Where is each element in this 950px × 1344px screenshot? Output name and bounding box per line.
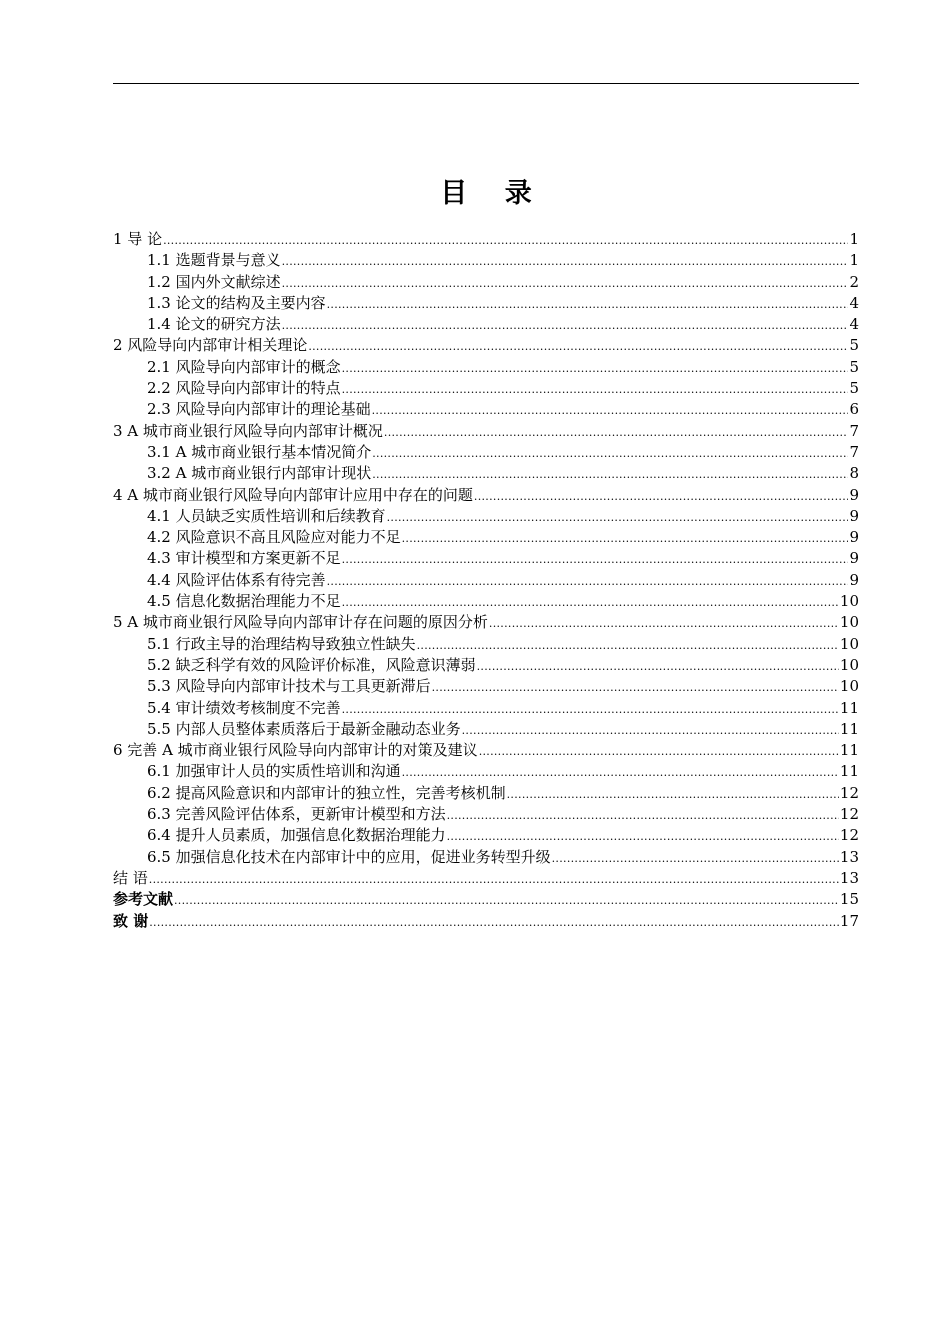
toc-entry[interactable]: [113, 591, 859, 612]
toc-dot-leader: [462, 720, 839, 741]
toc-entry-page: 10: [839, 634, 859, 653]
toc-entry-page: 12: [839, 805, 859, 824]
toc-entry-page: 10: [839, 655, 859, 674]
toc-entry[interactable]: [113, 868, 859, 889]
toc-entry-title: 4.3 审计模型和方案更新不足: [147, 549, 341, 568]
toc-entry[interactable]: [113, 527, 859, 548]
toc-dot-leader: [282, 251, 849, 272]
toc-entry[interactable]: [113, 250, 859, 271]
toc-entry[interactable]: [113, 634, 859, 655]
toc-entry-page: 4: [849, 315, 859, 334]
toc-entry-page: 7: [849, 421, 859, 440]
toc-entry[interactable]: [113, 485, 859, 506]
toc-dot-leader: [479, 741, 839, 762]
toc-entry-page: 11: [839, 719, 859, 738]
toc-entry[interactable]: [113, 314, 859, 335]
toc-entry-page: 5: [849, 336, 859, 355]
toc-entry-page: 5: [849, 379, 859, 398]
toc-dot-leader: [174, 890, 839, 911]
toc-dot-leader: [342, 379, 849, 400]
toc-entry-page: 13: [839, 868, 859, 887]
toc-entry-title: 5 A 城市商业银行风险导向内部审计存在问题的原因分析: [113, 613, 488, 632]
toc-entry[interactable]: [113, 698, 859, 719]
toc-dot-leader: [387, 507, 849, 528]
toc-dot-leader: [417, 635, 839, 656]
toc-entry-title: 3 A 城市商业银行风险导向内部审计概况: [113, 421, 383, 440]
toc-dot-leader: [402, 528, 849, 549]
toc-dot-leader: [342, 699, 839, 720]
toc-entry-title: 1.3 论文的结构及主要内容: [147, 293, 326, 312]
toc-entry-title: 5.3 风险导向内部审计技术与工具更新滞后: [147, 677, 431, 696]
toc-entry-title: 5.2 缺乏科学有效的风险评价标准，风险意识薄弱: [147, 655, 476, 674]
toc-entry[interactable]: [113, 761, 859, 782]
toc-dot-leader: [507, 784, 839, 805]
toc-entry-title: 5.4 审计绩效考核制度不完善: [147, 698, 341, 717]
toc-dot-leader: [447, 805, 839, 826]
toc-entry[interactable]: [113, 421, 859, 442]
toc-entry[interactable]: [113, 399, 859, 420]
toc-entry-title: 6 完善 A 城市商业银行风险导向内部审计的对策及建议: [113, 741, 478, 760]
page-title: 目 录: [440, 178, 546, 209]
toc-entry-title: 6.2 提高风险意识和内部审计的独立性，完善考核机制: [147, 783, 506, 802]
toc-dot-leader: [342, 358, 849, 379]
toc-entry-title: 2.2 风险导向内部审计的特点: [147, 379, 341, 398]
toc-entry-page: 9: [849, 506, 859, 525]
toc-entry-page: 11: [839, 741, 859, 760]
toc-dot-leader: [372, 464, 848, 485]
toc-entry-title: 1.1 选题背景与意义: [147, 251, 281, 270]
toc-entry[interactable]: [113, 676, 859, 697]
toc-entry-page: 9: [849, 528, 859, 547]
toc-entry[interactable]: [113, 442, 859, 463]
toc-entry-page: 12: [839, 783, 859, 802]
toc-entry-title: 1.4 论文的研究方法: [147, 315, 281, 334]
toc-entry-title: 3.1 A 城市商业银行基本情况简介: [147, 442, 372, 461]
toc-dot-leader: [282, 315, 849, 336]
toc-entry-page: 1: [849, 230, 859, 248]
toc-entry[interactable]: [113, 740, 859, 761]
toc-entry-page: 17: [839, 911, 859, 930]
toc-entry-page: 9: [849, 549, 859, 568]
toc-dot-leader: [327, 294, 849, 315]
toc-dot-leader: [149, 912, 839, 933]
toc-dot-leader: [372, 400, 849, 421]
toc-entry-page: 10: [839, 592, 859, 611]
toc-dot-leader: [474, 486, 849, 507]
toc-entry[interactable]: [113, 272, 859, 293]
toc-entry-page: 6: [849, 400, 859, 419]
toc-entry-title: 2.3 风险导向内部审计的理论基础: [147, 400, 371, 419]
toc-entry[interactable]: [113, 911, 859, 932]
toc-entry[interactable]: [113, 548, 859, 569]
toc-entry-page: 7: [849, 442, 859, 461]
toc-dot-leader: [342, 592, 839, 613]
toc-dot-leader: [432, 677, 839, 698]
toc-entry-title: 6.5 加强信息化技术在内部审计中的应用，促进业务转型升级: [147, 847, 551, 866]
toc-dot-leader: [163, 230, 848, 251]
toc-dot-leader: [489, 613, 839, 634]
toc-entry[interactable]: [113, 612, 859, 633]
toc-entry-title: 2.1 风险导向内部审计的概念: [147, 357, 341, 376]
toc-entry[interactable]: [113, 655, 859, 676]
toc-entry-page: 10: [839, 677, 859, 696]
toc-entry[interactable]: [113, 889, 859, 910]
toc-entry-page: 10: [839, 613, 859, 632]
toc-entry[interactable]: [113, 804, 859, 825]
toc-dot-leader: [402, 762, 839, 783]
toc-entry-title: 4.4 风险评估体系有待完善: [147, 570, 326, 589]
header-rule: [113, 83, 859, 84]
toc-entry-page: 9: [849, 485, 859, 504]
toc-entry[interactable]: [113, 570, 859, 591]
toc-entry[interactable]: [113, 293, 859, 314]
toc-entry-page: 4: [849, 293, 859, 312]
toc-entry-title: 参考文献: [113, 890, 174, 909]
toc-entry-page: 11: [839, 698, 859, 717]
toc-entry-title: 2 风险导向内部审计相关理论: [113, 336, 308, 355]
toc-entry-page: 5: [849, 357, 859, 376]
toc-entry-page: 15: [839, 890, 859, 909]
toc-entry-title: 6.3 完善风险评估体系，更新审计模型和方法: [147, 805, 446, 824]
toc-dot-leader: [447, 826, 839, 847]
toc-entry-title: 4 A 城市商业银行风险导向内部审计应用中存在的问题: [113, 485, 473, 504]
toc-entry-page: 2: [849, 272, 859, 291]
toc-entry-title: 6.1 加强审计人员的实质性培训和沟通: [147, 762, 401, 781]
toc-entry[interactable]: [113, 506, 859, 527]
toc-entry-page: 12: [839, 826, 859, 845]
toc-entry-title: 5.1 行政主导的治理结构导致独立性缺失: [147, 634, 416, 653]
toc-entry-page: 1: [849, 251, 859, 270]
toc-entry-page: 11: [839, 762, 859, 781]
toc-entry-page: 8: [849, 464, 859, 483]
toc-entry-title: 4.2 风险意识不高且风险应对能力不足: [147, 528, 401, 547]
toc-entry-title: 6.4 提升人员素质，加强信息化数据治理能力: [147, 826, 446, 845]
toc-entry-title: 3.2 A 城市商业银行内部审计现状: [147, 464, 372, 483]
toc-dot-leader: [149, 869, 839, 890]
toc-dot-leader: [552, 848, 839, 869]
toc-dot-leader: [384, 422, 849, 443]
toc-list: [113, 229, 859, 932]
toc-entry[interactable]: [113, 847, 859, 868]
toc-entry[interactable]: [113, 719, 859, 740]
toc-dot-leader: [282, 273, 849, 294]
toc-entry-title: 致 谢: [113, 911, 149, 930]
toc-dot-leader: [477, 656, 839, 677]
toc-dot-leader: [342, 549, 849, 570]
toc-dot-leader: [308, 336, 848, 357]
toc-entry-title: 4.5 信息化数据治理能力不足: [147, 592, 341, 611]
toc-entry-title: 4.1 人员缺乏实质性培训和后续教育: [147, 506, 386, 525]
toc-dot-leader: [372, 443, 848, 464]
toc-entry[interactable]: [113, 229, 859, 250]
toc-entry-page: 9: [849, 570, 859, 589]
toc-dot-leader: [327, 571, 849, 592]
toc-entry-title: 5.5 内部人员整体素质落后于最新金融动态业务: [147, 719, 461, 738]
toc-entry[interactable]: [113, 825, 859, 846]
toc-entry-title: 1.2 国内外文献综述: [147, 272, 281, 291]
toc-entry-title: 结 语: [113, 868, 148, 887]
toc-entry[interactable]: [113, 378, 859, 399]
toc-entry[interactable]: [113, 783, 859, 804]
toc-entry[interactable]: [113, 357, 859, 378]
toc-entry[interactable]: [113, 463, 859, 484]
toc-entry-title: 1 导 论: [113, 230, 163, 248]
toc-entry[interactable]: [113, 335, 859, 356]
toc-entry-page: 13: [839, 847, 859, 866]
